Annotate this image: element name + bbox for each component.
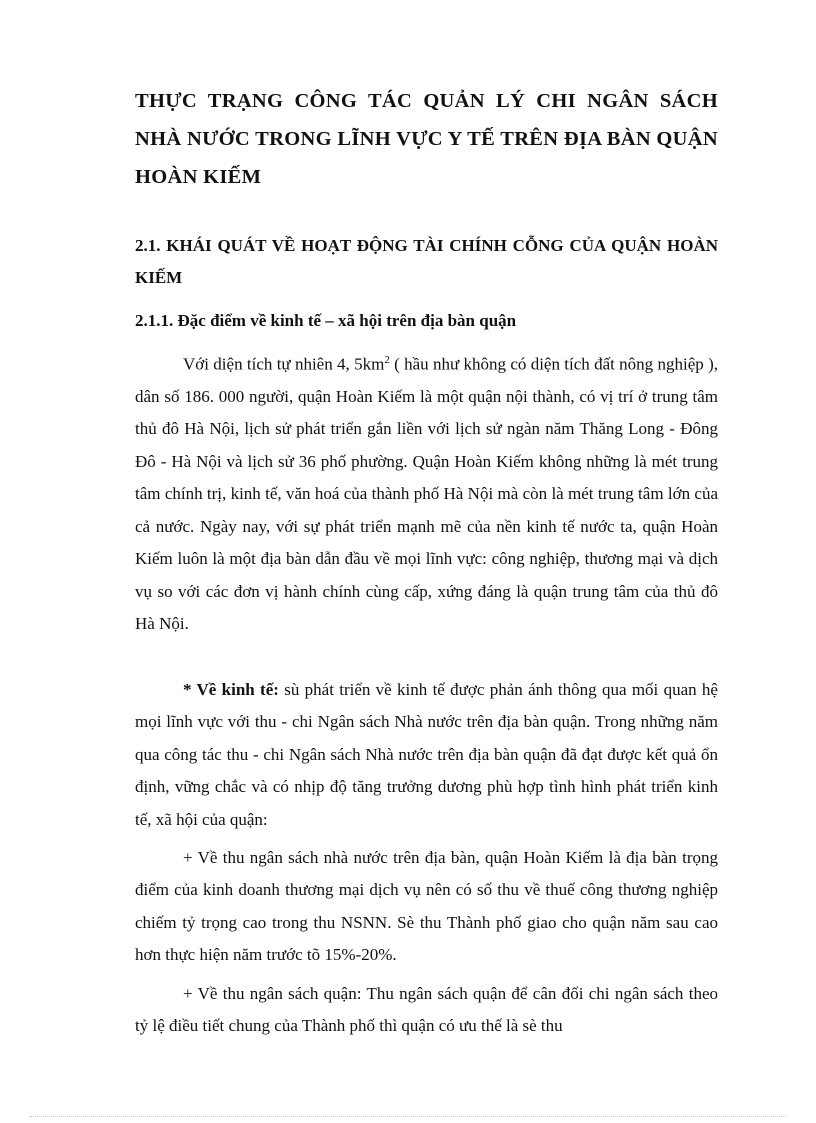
document-title: THỰC TRẠNG CÔNG TÁC QUẢN LÝ CHI NGÂN SÁCH NHÀ NƯỚC TRONG LĨNH VỰC Y TẾ TRÊN ĐỊA BÀN QUẬN HOÀN KIẾM bbox=[135, 90, 718, 188]
paragraph-4: + Về thu ngân sách quận: Thu ngân sách quận để cân đối chi ngân sách theo tỷ lệ điều tiết chung của Thành phố thì quận có ưu thế là sè thu bbox=[135, 984, 718, 1036]
paragraph-2-text: sù phát triển về kinh tế được phản ánh thông qua mối quan hệ mọi lĩnh vực với thu - chi Ngân sách Nhà nước trên địa bàn quận. Trong những năm qua công tác thu - chi Ngân sách Nhà nước trên địa bàn quận đã đạt được kết quả ổn định, vững chắc và có nhịp độ tăng trưởng dương phù hợp tình hình phát triển kinh tế, xã hội của quận: bbox=[135, 680, 718, 829]
document-page bbox=[135, 82, 718, 1036]
paragraph-2-lead: * Về kinh tế: bbox=[183, 680, 279, 699]
superscript-2: 2 bbox=[384, 354, 390, 366]
paragraph-1 bbox=[135, 344, 718, 640]
paragraph-1-rest: ( hầu như không có diện tích đất nông nghiệp ), dân số 186. 000 người, quận Hoàn Kiếm là một quận nội thành, có vị trí ở trung tâm thủ đô Hà Nội, lịch sử phát triển gắn liền với lịch sử ngàn năm Thăng Long - Đông Đô - Hà Nội và lịch sử 36 phố phường. Quận Hoàn Kiếm không những là mét trung tâm chính trị, kinh tế, văn hoá của thành phố Hà Nội mà còn là mét trung tâm lớn của cả nước. Ngày nay, với sự phát triển mạnh mẽ của nền kinh tế nước ta, quận Hoàn Kiếm luôn là một địa bàn dẫn đầu về mọi lĩnh vực: công nghiệp, thương mại và dịch vụ so với các đơn vị hành chính cùng cấp, xứng đáng là quận trung tâm của thủ đô Hà Nội. bbox=[135, 354, 718, 633]
paragraph-2 bbox=[135, 674, 718, 836]
subsection-heading: 2.1.1. Đặc điểm về kinh tế – xã hội trên địa bàn quận bbox=[135, 311, 517, 330]
paragraph-3: + Về thu ngân sách nhà nước trên địa bàn, quận Hoàn Kiếm là địa bàn trọng điểm của kinh doanh thương mại dịch vụ nên có số thu về thuế công thương nghiệp chiếm tỷ trọng cao trong thu NSNN. Sè thu Thành phố giao cho quận năm sau cao hơn thực hiện năm trước tõ 15%-20%. bbox=[135, 848, 718, 965]
page-bottom-divider bbox=[30, 1116, 786, 1117]
section-heading: 2.1. KHÁI QUÁT VỀ HOẠT ĐỘNG TÀI CHÍNH CỖNG CỦA QUẬN HOÀN KIẾM bbox=[135, 236, 718, 287]
paragraph-1-start: Với diện tích tự nhiên 4, 5km bbox=[183, 354, 385, 374]
